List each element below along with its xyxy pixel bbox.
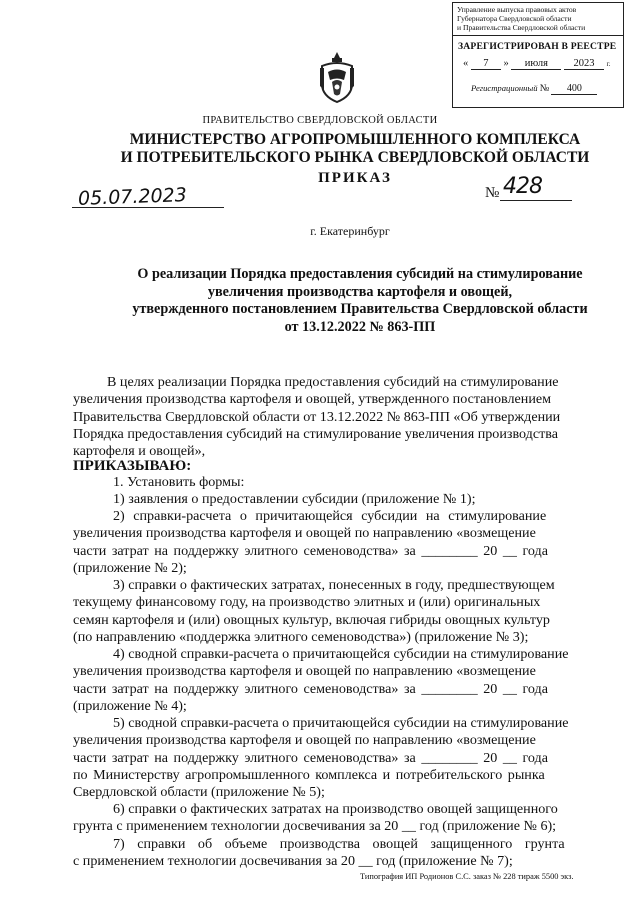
body-line: части затрат на поддержку элитного семеноводства» за ________ 20 __ года [73, 681, 548, 697]
body-line: (по направлению «поддержка элитного семеноводства») (приложение № 3); [73, 629, 529, 645]
stamp-no-label: № [539, 83, 550, 94]
registration-stamp [452, 2, 624, 108]
body-line: части затрат на поддержку элитного семеноводства» за ________ 20 __ года [73, 543, 548, 559]
document-title [60, 266, 640, 336]
stamp-year: 2023 [564, 58, 604, 70]
body-line: 3) справки о фактических затратах, понесенных в году, предшествующем [113, 577, 555, 593]
body-line: 4) сводной справки-расчета о причитающейся субсидии на стимулирование [113, 646, 569, 662]
stamp-day: 7 [471, 58, 501, 70]
body-line: увеличения производства картофеля и овощей по направлению «возмещение [73, 663, 536, 679]
stamp-registered-label: ЗАРЕГИСТРИРОВАН В РЕЕСТРЕ [458, 41, 617, 52]
body-line: 1. Установить формы: [113, 474, 245, 490]
body-line: 6) справки о фактических затратах на производство овощей защищенного [113, 801, 558, 817]
title-line: от 13.12.2022 № 863-ПП [284, 318, 436, 335]
stamp-close-quote: » [503, 58, 509, 69]
stamp-open-quote: « [463, 58, 469, 69]
body-line: Правительства Свердловской области от 13.12.2022 № 863-ПП «Об утверждении [73, 409, 561, 425]
order-word: ПРИКАЗЫВАЮ: [73, 458, 192, 474]
title-line: увеличения производства картофеля и овощей, [207, 283, 513, 300]
body-line: грунта с применением технологии досвечивания за 20 __ год (приложение № 6); [73, 818, 557, 834]
body-line: (приложение № 2); [73, 560, 187, 576]
stamp-header-line: Управление выпуска правовых актов [457, 5, 577, 14]
body-line: Свердловской области (приложение № 5); [73, 784, 325, 800]
coat-of-arms-icon [318, 50, 356, 104]
government-name: ПРАВИТЕЛЬСТВО СВЕРДЛОВСКОЙ ОБЛАСТИ [202, 115, 438, 126]
body-line: (приложение № 4); [73, 698, 187, 714]
date-underline [72, 207, 224, 208]
body-line: Порядка предоставления субсидий на стимулирование увеличения производства [73, 426, 558, 442]
ministry-name-line2: И ПОТРЕБИТЕЛЬСКОГО РЫНКА СВЕРДЛОВСКОЙ ОБЛАСТИ [120, 149, 590, 166]
stamp-month: июля [511, 58, 561, 70]
body-line: увеличения производства картофеля и овощей по направлению «возмещение [73, 732, 536, 748]
body-line: с применением технологии досвечивания за 20 __ год (приложение № 7); [73, 853, 513, 869]
body-line: В целях реализации Порядка предоставления субсидий на стимулирование [107, 374, 559, 390]
body-line: 2) справки-расчета о причитающейся субсидии на стимулирование [113, 508, 547, 524]
body-line: 1) заявления о предоставлении субсидии (приложение № 1); [113, 491, 476, 507]
title-line: утвержденного постановлением Правительства Свердловской области [132, 301, 588, 318]
stamp-header-line: и Правительства Свердловской области [457, 23, 586, 32]
handwritten-date: 05.07.2023 [77, 184, 188, 210]
body-line: увеличения производства картофеля и овощей, утвержденного постановлением [73, 391, 552, 407]
title-line: О реализации Порядка предоставления субсидий на стимулирование [137, 266, 583, 282]
number-sign: № [485, 185, 500, 201]
body-line: увеличения производства картофеля и овощей по направлению «возмещение [73, 525, 536, 541]
body-line: части затрат на поддержку элитного семеноводства» за ________ 20 __ года [73, 750, 548, 766]
stamp-reg-label: Регистрационный [471, 83, 538, 93]
stamp-reg-number-row [471, 83, 597, 95]
body-line: семян картофеля и (или) овощных культур, включая гибриды овощных культур [73, 612, 550, 628]
number-underline [500, 200, 572, 201]
city: г. Екатеринбург [310, 224, 390, 238]
stamp-year-suffix: г. [606, 60, 611, 68]
stamp-header-line: Губернатора Свердловской области [457, 14, 572, 23]
body-line: текущему финансовому году, на производство элитных и (или) оригинальных [73, 594, 541, 610]
body-line: 5) сводной справки-расчета о причитающейся субсидии на стимулирование [113, 715, 569, 731]
stamp-reg-number: 400 [551, 83, 597, 95]
body-line: по Министерству агропромышленного комплекса и потребительского рынка [73, 767, 545, 783]
stamp-header [453, 3, 623, 36]
body-line: картофеля и овощей», [73, 443, 206, 459]
stamp-date [463, 58, 613, 70]
handwritten-order-number: 428 [503, 174, 542, 199]
document-type: ПРИКАЗ [318, 170, 392, 186]
ministry-name-line1: МИНИСТЕРСТВО АГРОПРОМЫШЛЕННОГО КОМПЛЕКСА [129, 131, 581, 148]
body-line: 7) справки об объеме производства овощей защищенного грунта [113, 836, 565, 852]
print-footer: Типография ИП Родионов С.С. заказ № 228 тираж 5500 экз. [360, 872, 574, 881]
